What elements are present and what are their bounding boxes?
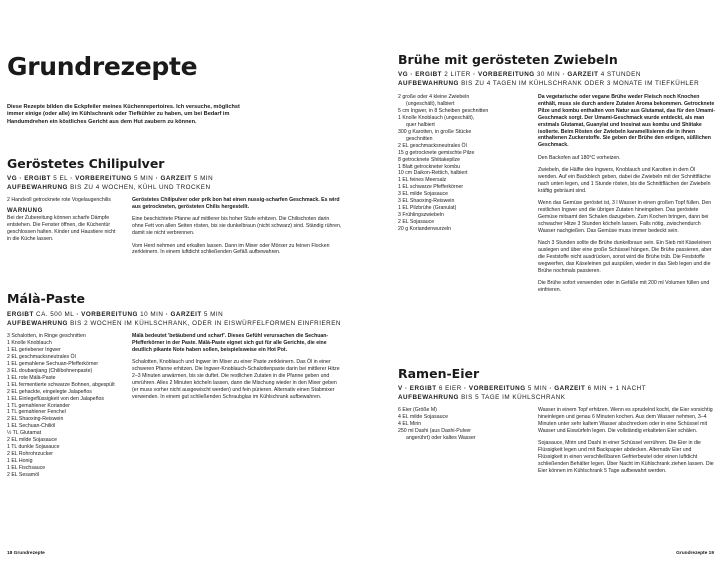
method-paragraph: Zwiebeln, die Hälfte des Ingwers, Knoblauch und Karotten in dem Öl wenden. Auf ein Backblech geben, dabei die Zwiebeln mit der Schnittfläche nach unten legen, und 1 Stunde rösten, bis die Schnittflächen der Zwiebeln kräftig gebräunt sind. <box>538 167 711 194</box>
ingredient-item: 8 getrocknete Shiitakepilze <box>398 156 460 163</box>
ingredient-item: 1 Knolle Knoblauch (ungeschält), <box>398 114 475 121</box>
ingredient-item: (ungeschält), halbiert <box>406 100 455 107</box>
ingredient-item: 1 EL Sechuan-Chiliöl <box>7 423 56 430</box>
ingredient-item: 1 TL gemahlener Koriander <box>7 402 70 409</box>
ingredient-item: 1 TL gemahlener Fenchel <box>7 409 66 416</box>
ingredient-item: 2 EL Sesamöl <box>7 472 40 479</box>
method-paragraph: Die Brühe sofort verwenden oder in Gefäße mit 200 ml Volumen füllen und einfrieren. <box>538 280 710 294</box>
ingredient-item: 300 g Karotten, in große Stücke <box>398 128 472 135</box>
ingredient-item: 1 Blatt getrockneter kombu <box>398 163 460 170</box>
ingredient-item: 4 EL milde Sojasauce <box>398 413 448 420</box>
ramen-method: Wasser in einem Topf erhitzen. Wenn es sprudelnd kocht, die Eier vorsichtig hineinlegen und genau 6 Minuten kochen. Aus dem Wasser nehmen, 3–4 Minuten unter sehr kaltem Wasser abschrecken oder in eine Schüssel mit Wasser und Eiswürfeln legen. Die vollständig erkalteten Eier schälen. Sojasauce, Mirin und Dashi in einer Schüssel verrühren. Die Eier in die Flüssigkeit legen und mit Backpapier abdecken. Alternativ Eier und Flüssigkeit in einen verschließbaren Gefrierbeutel oder einen luftdicht schließenden Behälter legen. Über Nacht im Kühlschrank ziehen lassen. Die Eier können im Kühlschrank 5 Tage aufbewahrt werden. <box>538 407 714 474</box>
chili-ingredients: 2 Handvoll getrocknete rote Vogelaugenchilis WARNUNG Bei der Zubereitung können scharfe Dämpfe entstehen. Die Fenster öffnen, die Küchentür geschlossen halten. Kinder und Haustiere nicht in die Küche lassen. <box>7 197 116 242</box>
bruehe-meta: VG · ERGIBT 2 LITER · VORBEREITUNG 30 MIN · GARZEIT 4 STUNDEN AUFBEWAHRUNG BIS ZU 4 TAGEN IM KÜHLSCHRANK ODER 3 MONATE IM TIEFKÜHLER <box>398 71 700 87</box>
ramen-meta: V · ERGIBT 6 EIER · VORBEREITUNG 5 MIN · GARZEIT 6 MIN + 1 NACHT AUFBEWAHRUNG BIS 5 TAGE IM KÜHLSCHRANK <box>398 385 647 401</box>
ingredient-item: 3 Frühlingszwiebeln <box>398 212 444 219</box>
ingredient-item: 1 EL gemahlene Sechuan-Pfefferkörner <box>7 360 99 367</box>
ingredient-item: 20 g Koriandenwurzeln <box>398 226 452 233</box>
ingredient-item: 3 EL Shaoxing-Reiswein <box>398 198 455 205</box>
warning-title: WARNUNG <box>7 207 43 214</box>
method-paragraph: Wenn das Gemüse geröstet ist, 3 l Wasser in einen großen Topf füllen. Den restlichen Ingwer und die übrigen Zutaten hineingeben. Das geröstete Gemüse mitsamt den Schalen dazugeben. Zum Kochen bringen, dann bei schwacher Hitze 3 Stunden köcheln lassen. Falls nötig, zwischendurch Wasser nachgießen. Das Gemüse muss immer bedeckt sein. <box>538 200 712 234</box>
ingredient-item: 1 EL rote Málà-Paste <box>7 374 56 381</box>
ingredient-item: 3 EL milde Sojasauce <box>398 191 448 198</box>
ingredient-item: 2 EL Shaoxing-Reiswein <box>7 416 64 423</box>
bruehe-title: Brühe mit gerösteten Zwiebeln <box>398 52 618 67</box>
ingredient-item: 3 EL doubanjiang (Chilibohnenpaste) <box>7 367 93 374</box>
page-title: Grundrezepte <box>7 52 198 81</box>
ingredient-item: 250 ml Dashi (aus Dashi-Pulver <box>398 427 471 434</box>
mala-meta: ERGIBT CA. 500 ML · VORBEREITUNG 10 MIN · GARZEIT 5 MIN AUFBEWAHRUNG BIS 2 WOCHEN IM KÜHLSCHRANK, ODER IN EISWÜRFELFORMEN EINFRIEREN <box>7 311 341 327</box>
ingredient-item: quer halbiert <box>406 121 435 128</box>
ingredient-item: 2 EL geschmacksneutrales Öl <box>7 353 76 360</box>
method-paragraph: Den Backofen auf 180°C vorheizen. <box>538 154 621 161</box>
ingredient-item: 1 EL Honig <box>7 458 33 465</box>
ramen-ingredients <box>398 407 516 442</box>
footer-left: 18 Grundrezepte <box>7 551 45 556</box>
ingredient-item: 1 EL Pilzbrühe (Granulat) <box>398 205 457 212</box>
ingredient-item: 3 Schalotten, in Ringe geschnitten <box>7 333 86 339</box>
ingredient-item: 10 cm Daikon-Rettich, halbiert <box>398 170 468 177</box>
ingredient-item: 1 EL Fischsauce <box>7 465 46 472</box>
ingredient-item: 1 EL geriebener Ingwer <box>7 346 61 353</box>
ingredient-item: 1 Knolle Knoblauch <box>7 339 52 346</box>
mala-title: Málà-Paste <box>7 291 85 306</box>
ingredient-item: 1 EL feines Meersalz <box>398 177 447 184</box>
chili-method: Geröstetes Chilipulver oder prik bon hat einen nussig-scharfen Geschmack. Es wird aus getrockneten, gerösteten Chilis hergestellt. Eine beschichtete Pfanne auf mittlerer bis hoher Stufe erhitzen. Die Chilischoten darin ohne Fett von allen Seiten rösten, bis sie dunkelbraun (nicht schwarz) sind. Ständig rühren, damit sie nicht verbrennen. Vom Herd nehmen und erkalten lassen. Dann im Mixer oder Mörser zu feinen Flocken zerkleinern. In einem luftdicht schließenden Gefäß aufbewahren. <box>132 197 342 256</box>
ingredient-item: geschnitten <box>406 135 433 142</box>
warning-text: Bei der Zubereitung können scharfe Dämpfe entstehen. Die Fenster öffnen, die Küchentür geschlossen halten. Kinder und Haustiere nicht in die Küche lassen. <box>7 214 116 242</box>
ramen-title: Ramen-Eier <box>398 366 480 381</box>
ingredient-item: 1 EL Einlegeflüssigkeit von den Jalapeños <box>7 395 104 402</box>
ingredient-item: 15 g getrocknete gemischte Pilze <box>398 149 475 156</box>
ingredient-item: 1 TL dunkle Sojasauce <box>7 444 60 451</box>
ingredient-item: 2 EL Sojasauce <box>398 219 435 226</box>
ingredient-item: 2 EL milde Sojasauce <box>7 437 57 444</box>
ingredient-item: 1 EL schwarze Pfefferkörner <box>398 184 464 191</box>
footer-right: Grundrezepte 19 <box>676 551 714 556</box>
method-paragraph: Nach 3 Stunden sollte die Brühe dunkelbraun sein. Ein Sieb mit Käseleinen auslegen und über eine große Schüssel hängen. Die Brühe passieren, aber die Feststoffe nicht ausdrücken, sonst wird die Brühe trüb. Die Feststoffe wegwerfen, das Käseleinen gut auspülen, wieder in das Sieb legen und die Brühe nochmals passieren. <box>538 240 712 274</box>
ingredient-item: ½ TL Glutamat <box>7 430 42 437</box>
chili-meta: VG · ERGIBT 5 EL · VORBEREITUNG 5 MIN · GARZEIT 5 MIN AUFBEWAHRUNG BIS ZU 4 WOCHEN, KÜHL UND TROCKEN <box>7 175 214 191</box>
mala-ingredients <box>7 333 129 479</box>
bruehe-ingredients <box>398 94 516 233</box>
ingredient-item: 6 Eier (Größe M) <box>398 407 437 413</box>
ingredient-item: 2 EL gehackte, eingelegte Jalapeños <box>7 388 92 395</box>
intro-text: Diese Rezepte bilden die Eckpfeiler meines Küchenrepertoires. Ich versuche, möglichst immer einige (oder alle) im Kühlschrank oder Tiefkühler zu haben, um bei Bedarf im Handumdrehen ein köstliches Gericht aus dem Hut zaubern zu können. <box>7 104 240 125</box>
ingredient-item: angerührt) oder kaltes Wasser <box>406 434 476 441</box>
ingredient-item: 5 cm Ingwer, in 8 Scheiben geschnitten <box>398 107 489 114</box>
bruehe-method: Da vegetarische oder vegane Brühe weder Fleisch noch Knochen enthält, muss sie durch andere Zutaten Aroma bekommen. Getrocknete Pilze und kombu enthalten von Natur aus Glutamat, das für den Umami-Geschmack sorgt. Der Umami-Geschmack wurde entdeckt, als man erstmals Glutamat, Guanylat und Inosinat aus kombu und Shiitake isolierte. Beim Rösten der Zwiebeln karamellisieren die in ihnen enthaltenen Zuckerstoffe. Sie geben der Brühe den erdigen, süßlichen Geschmack. Den Backofen auf 180°C vorheizen. Zwiebeln, die Hälfte des Ingwers, Knoblauch und Karotten in dem Öl wenden. Auf ein Backblech geben, dabei die Zwiebeln mit der Schnittfläche nach unten legen, und 1 Stunde rösten, bis die Schnittflächen der Zwiebeln kräftig gebräunt sind. Wenn das Gemüse geröstet ist, 3 l Wasser in einen großen Topf füllen. Den restlichen Ingwer und die übrigen Zutaten hineingeben. Das geröstete Gemüse mitsamt den Schalen dazugeben. Zum Kochen bringen, dann bei schwacher Hitze 3 Stunden köcheln lassen. Falls nötig, zwischendurch Wasser nachgießen. Das Gemüse muss immer bedeckt sein. Nach 3 Stunden sollte die Brühe dunkelbraun sein. Ein Sieb mit Käseleinen auslegen und über eine große Schüssel hängen. Die Brühe passieren, aber die Feststoffe nicht ausdrücken, sonst wird die Brühe trüb. Die Feststoffe wegwerfen, das Käseleinen gut auspülen, wieder in das Sieb legen und die Brühe nochmals passieren. Die Brühe sofort verwenden oder in Gefäße mit 200 ml Volumen füllen und einfrieren. <box>538 94 715 294</box>
ingredient-item: 2 EL geschmacksneutrales Öl <box>398 142 467 149</box>
mala-method: Málà bedeutet 'betäubend und scharf'. Dieses Gefühl verursachen die Sechuan-Pfefferkörner in der Paste. Málà-Paste eignet sich gut für alle Gerichte, die eine deutlich pikante Note haben sollen, beispielsweise ein Hot Pot. Schalotten, Knoblauch und Ingwer im Mixer zu einer Paste zerkleinern. Das Öl in einer schweren Pfanne erhitzen. Die Ingwer-Knoblauch-Schalottenpaste darin bei mittlerer Hitze 2–3 Minuten anwärmen, bis sie duftet. Die restlichen Zutaten in die Pfanne geben und umrühren. Alles 2 Minuten köcheln lassen, dann die Mischung wieder in den Mixer geben (er muss vorher nicht ausgewischt werden) und fein pürieren. Alternativ einen Stabmixer verwenden. In einem gut schließenden Schraubglas im Kühlschrank aufbewahren. <box>132 333 340 400</box>
chili-title: Geröstetes Chilipulver <box>7 156 165 171</box>
ingredient-item: 1 EL fermentierte schwarze Bohnen, abgespült <box>7 381 115 388</box>
ingredient-item: 4 EL Mirin <box>398 420 422 427</box>
ingredient-item: 2 EL Rohrohrzucker <box>7 451 53 458</box>
ingredient-item: 2 große oder 4 kleine Zwiebeln <box>398 94 470 100</box>
